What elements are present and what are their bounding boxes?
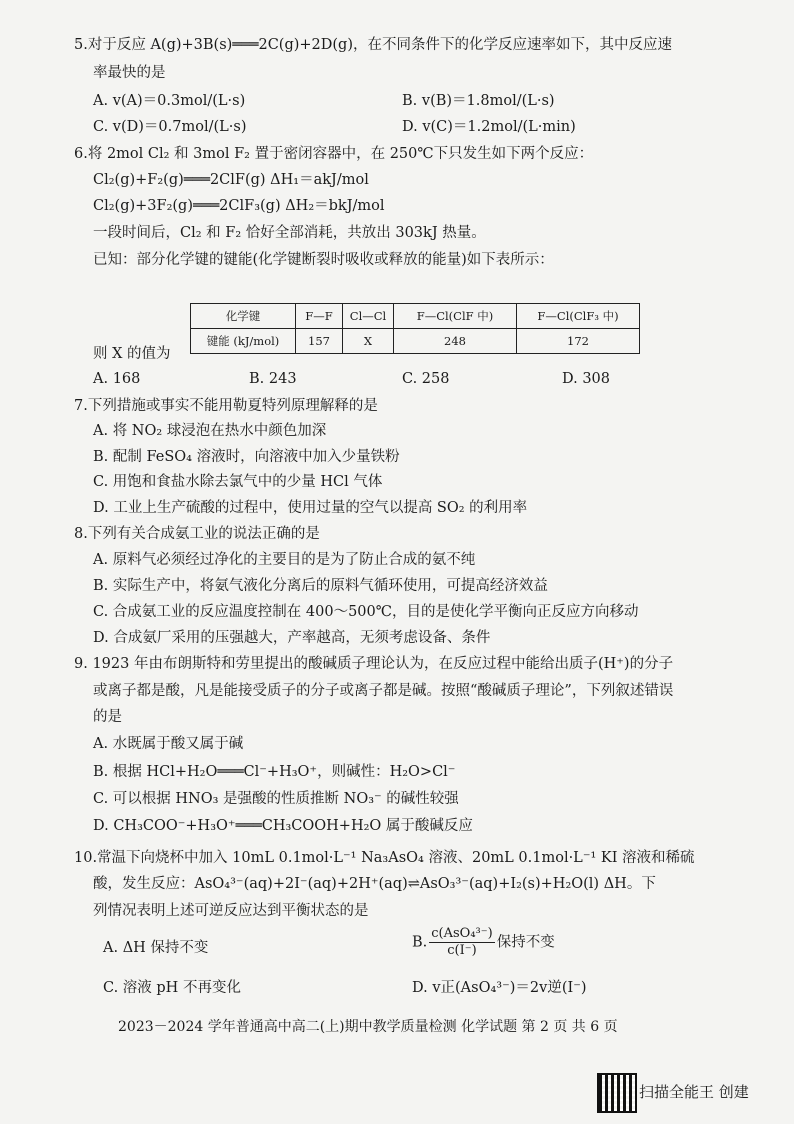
q10-option-b-suffix: 保持不变 <box>496 934 555 951</box>
q6-reaction-1: Cl₂(g)+F₂(g)═══2ClF(g) ΔH₁＝akJ/mol <box>93 172 369 188</box>
q10-stem-line3: 列情况表明上述可逆反应达到平衡状态的是 <box>93 903 369 919</box>
q6-line3: 一段时间后，Cl₂ 和 F₂ 恰好全部消耗，共放出 303kJ 热量。 <box>93 225 486 241</box>
q10-stem-line1: 10.常温下向烧杯中加入 10mL 0.1mol·L⁻¹ Na₃AsO₄ 溶液、20mL 0.1mol·L⁻¹ KI 溶液和稀硫 <box>74 850 695 866</box>
q5-option-b: B. v(B)＝1.8mol/(L·s) <box>402 93 555 109</box>
table-cell: 键能 (kJ/mol) <box>191 329 296 354</box>
q8-option-b: B. 实际生产中，将氨气液化分离后的原料气循环使用，可提高经济效益 <box>93 578 548 594</box>
q9-stem-line3: 的是 <box>93 709 122 725</box>
table-header-cell: F—Cl(ClF₃ 中) <box>517 304 640 329</box>
q6-ask: 则 X 的值为 <box>93 346 171 362</box>
bond-energy-table <box>190 303 640 354</box>
q5-option-d: D. v(C)＝1.2mol/(L·min) <box>402 119 576 135</box>
q6-option-d: D. 308 <box>562 371 611 387</box>
table-header-cell: Cl—Cl <box>343 304 394 329</box>
table-header-cell: F—Cl(ClF 中) <box>394 304 517 329</box>
page-footer: 2023－2024 学年普通高中高二(上)期中教学质量检测 化学试题 第 2 页 共 6 页 <box>118 1019 618 1035</box>
scanner-watermark: 扫描全能王 创建 <box>639 1083 749 1101</box>
q8-option-a: A. 原料气必须经过净化的主要目的是为了防止合成的氨不纯 <box>93 552 476 568</box>
q9-option-b: B. 根据 HCl+H₂O═══Cl⁻+H₃O⁺，则碱性：H₂O>Cl⁻ <box>93 764 456 780</box>
q10-option-c: C. 溶液 pH 不再变化 <box>103 980 241 996</box>
table-header-cell: 化学键 <box>191 304 296 329</box>
table-cell: X <box>343 329 394 354</box>
q5-stem-line2: 率最快的是 <box>93 65 166 81</box>
q7-option-d: D. 工业上生产硫酸的过程中，使用过量的空气以提高 SO₂ 的利用率 <box>93 500 528 516</box>
concentration-ratio <box>429 926 494 959</box>
table-cell: 157 <box>296 329 343 354</box>
table-header-cell: F—F <box>296 304 343 329</box>
q6-option-a: A. 168 <box>93 371 141 387</box>
ratio-denominator: c(I⁻) <box>447 943 477 958</box>
q6-line4: 已知：部分化学键的键能(化学键断裂时吸收或释放的能量)如下表所示： <box>93 252 554 268</box>
q8-option-d: D. 合成氨厂采用的压强越大，产率越高，无须考虑设备、条件 <box>93 630 491 646</box>
q10-option-a: A. ΔH 保持不变 <box>103 940 209 956</box>
table-cell: 172 <box>517 329 640 354</box>
q6-stem: 6.将 2mol Cl₂ 和 3mol F₂ 置于密闭容器中，在 250℃下只发生如下两个反应： <box>74 146 594 162</box>
q10-stem-line2: 酸，发生反应：AsO₄³⁻(aq)+2I⁻(aq)+2H⁺(aq)⇌AsO₃³⁻(aq)+I₂(s)+H₂O(l) ΔH。下 <box>93 876 656 892</box>
q10-option-b-prefix: B. <box>412 934 428 951</box>
q8-option-c: C. 合成氨工业的反应温度控制在 400～500℃，目的是使化学平衡向正反应方向移动 <box>93 604 639 620</box>
q9-option-d: D. CH₃COO⁻+H₃O⁺═══CH₃COOH+H₂O 属于酸碱反应 <box>93 818 473 834</box>
q6-reaction-2: Cl₂(g)+3F₂(g)═══2ClF₃(g) ΔH₂＝bkJ/mol <box>93 198 385 214</box>
q7-option-a: A. 将 NO₂ 球浸泡在热水中颜色加深 <box>93 423 327 439</box>
q10-option-d: D. v正(AsO₄³⁻)＝2v逆(I⁻) <box>412 980 587 996</box>
q9-option-c: C. 可以根据 HNO₃ 是强酸的性质推断 NO₃⁻ 的碱性较强 <box>93 791 459 807</box>
q8-stem: 8.下列有关合成氨工业的说法正确的是 <box>74 526 320 542</box>
ratio-numerator: c(AsO₄³⁻) <box>431 926 493 941</box>
q5-option-a: A. v(A)＝0.3mol/(L·s) <box>93 93 246 109</box>
q7-option-b: B. 配制 FeSO₄ 溶液时，向溶液中加入少量铁粉 <box>93 449 400 465</box>
q10-option-b <box>412 926 555 959</box>
q6-option-c: C. 258 <box>402 371 450 387</box>
qr-code-icon <box>597 1073 637 1113</box>
q5-stem-line1: 5.对于反应 A(g)+3B(s)═══2C(g)+2D(g)，在不同条件下的化学反应速率如下，其中反应速 <box>74 37 672 53</box>
q5-option-c: C. v(D)＝0.7mol/(L·s) <box>93 119 247 135</box>
table-header-row <box>191 304 640 329</box>
q9-option-a: A. 水既属于酸又属于碱 <box>93 736 244 752</box>
q9-stem-line1: 9. 1923 年由布朗斯特和劳里提出的酸碱质子理论认为，在反应过程中能给出质子(H⁺)的分子 <box>74 656 674 672</box>
q7-stem: 7.下列措施或事实不能用勒夏特列原理解释的是 <box>74 398 378 414</box>
table-cell: 248 <box>394 329 517 354</box>
q6-option-b: B. 243 <box>249 371 297 387</box>
q7-option-c: C. 用饱和食盐水除去氯气中的少量 HCl 气体 <box>93 474 383 490</box>
table-row <box>191 329 640 354</box>
q9-stem-line2: 或离子都是酸，凡是能接受质子的分子或离子都是碱。按照“酸碱质子理论”，下列叙述错误 <box>93 683 674 699</box>
